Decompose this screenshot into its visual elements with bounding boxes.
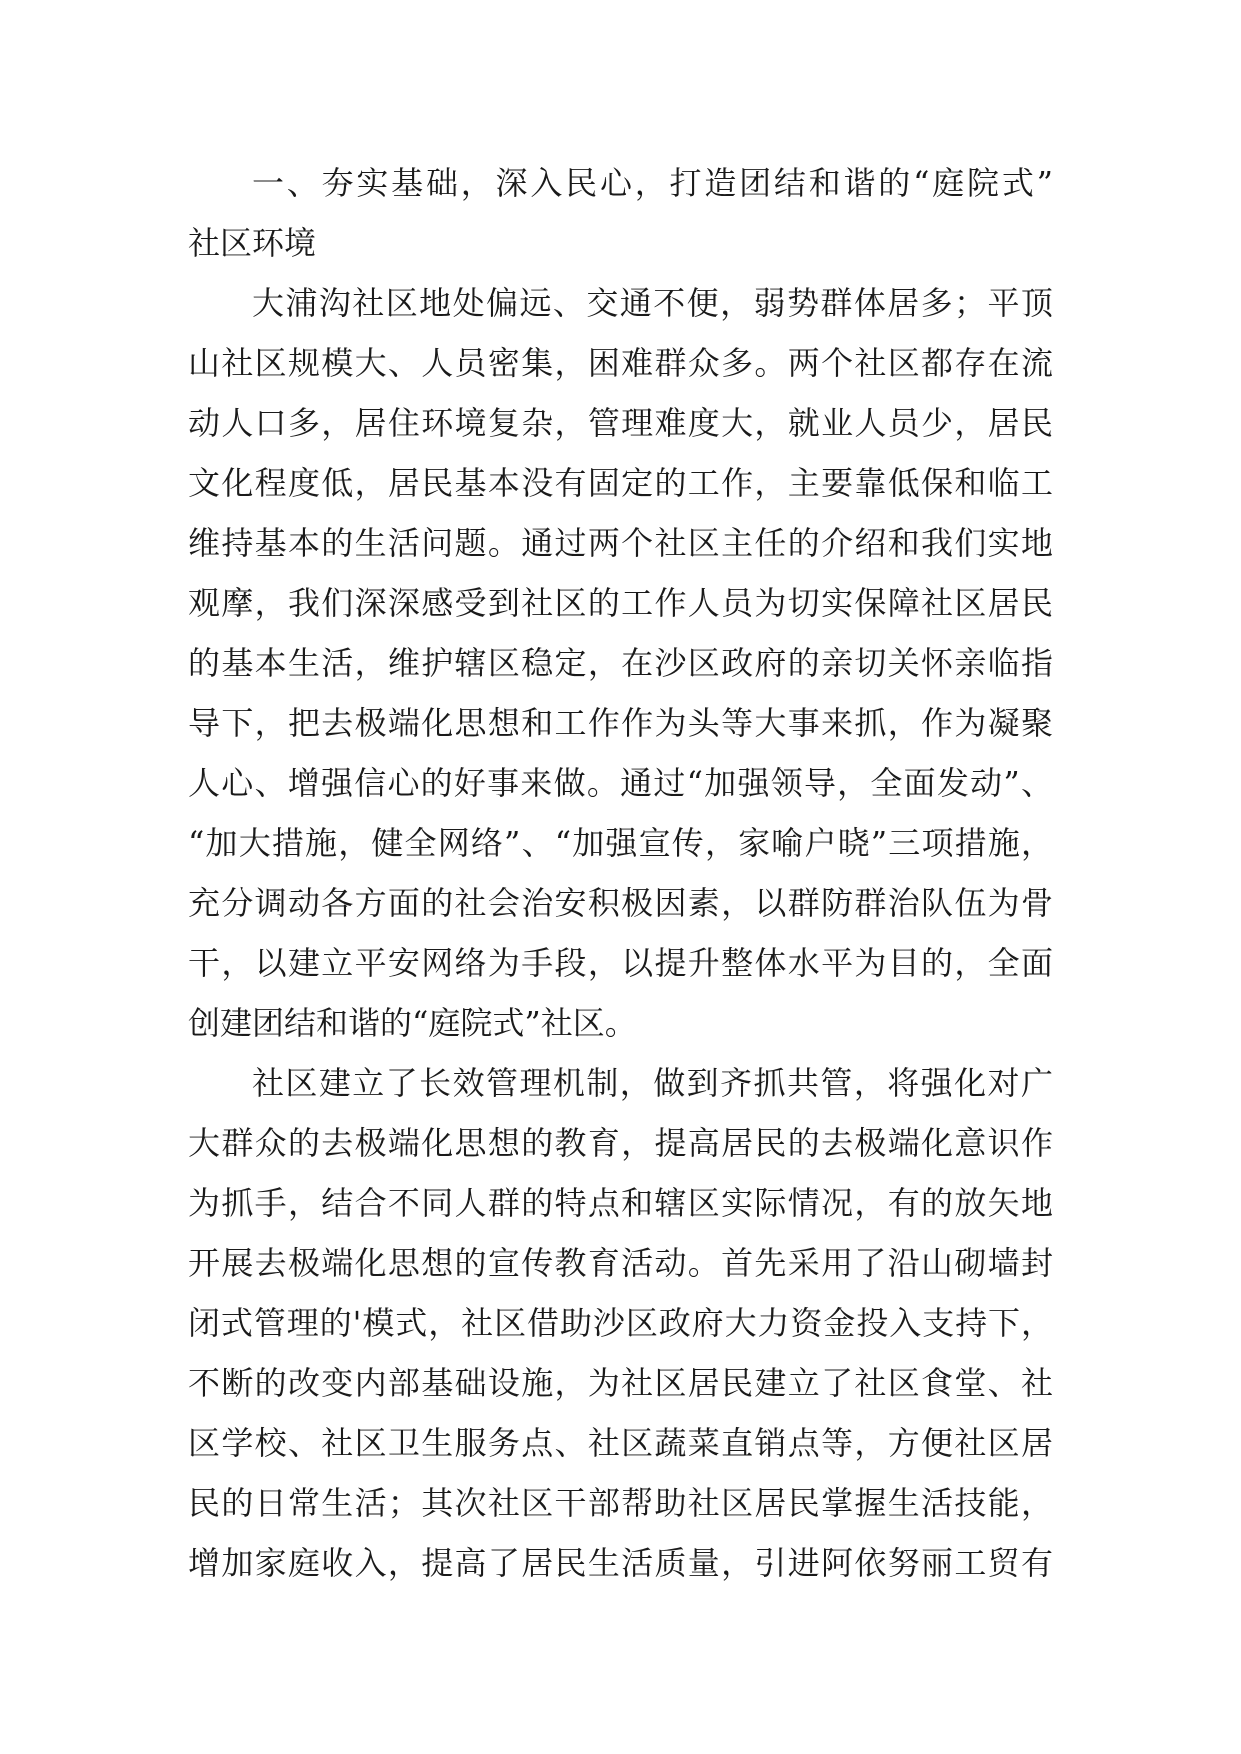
text-line: 不断的改变内部基础设施，为社区居民建立了社区食堂、社 [188,1364,1053,1402]
text-line: 创建团结和谐的“庭院式”社区。 [188,1004,637,1042]
text-line: “加大措施，健全网络”、“加强宣传，家喻户晓”三项措施， [188,824,1053,862]
text-line: 开展去极端化思想的宣传教育活动。首先采用了沿山砌墙封 [188,1244,1053,1282]
text-line: 动人口多，居住环境复杂，管理难度大，就业人员少，居民 [188,404,1053,442]
text-line: 大浦沟社区地处偏远、交通不便，弱势群体居多；平顶 [252,284,1053,322]
text-line: 一、夯实基础，深入民心，打造团结和谐的“庭院式” [252,164,1053,202]
text-line: 的基本生活，维护辖区稳定，在沙区政府的亲切关怀亲临指 [188,644,1053,682]
text-line: 闭式管理的'模式，社区借助沙区政府大力资金投入支持下， [188,1304,1053,1342]
text-line: 增加家庭收入，提高了居民生活质量，引进阿依努丽工贸有 [188,1544,1053,1582]
text-line: 大群众的去极端化思想的教育，提高居民的去极端化意识作 [188,1124,1053,1162]
text-line: 文化程度低，居民基本没有固定的工作，主要靠低保和临工 [188,464,1053,502]
text-line: 导下，把去极端化思想和工作作为头等大事来抓，作为凝聚 [188,704,1053,742]
text-line: 为抓手，结合不同人群的特点和辖区实际情况，有的放矢地 [188,1184,1053,1222]
text-line: 社区建立了长效管理机制，做到齐抓共管，将强化对广 [252,1064,1053,1102]
document-body [188,153,1053,1593]
paragraph [188,273,1053,1053]
text-line: 维持基本的生活问题。通过两个社区主任的介绍和我们实地 [188,524,1053,562]
text-line: 民的日常生活；其次社区干部帮助社区居民掌握生活技能， [188,1484,1053,1522]
text-line: 干，以建立平安网络为手段，以提升整体水平为目的，全面 [188,944,1053,982]
section-heading [188,153,1053,273]
text-line: 区学校、社区卫生服务点、社区蔬菜直销点等，方便社区居 [188,1424,1053,1462]
text-line: 山社区规模大、人员密集，困难群众多。两个社区都存在流 [188,344,1053,382]
text-line: 社区环境 [188,224,317,262]
text-line: 人心、增强信心的好事来做。通过“加强领导，全面发动”、 [188,764,1053,802]
paragraph [188,1053,1053,1593]
text-line: 充分调动各方面的社会治安积极因素，以群防群治队伍为骨 [188,884,1053,922]
text-line: 观摩，我们深深感受到社区的工作人员为切实保障社区居民 [188,584,1053,622]
